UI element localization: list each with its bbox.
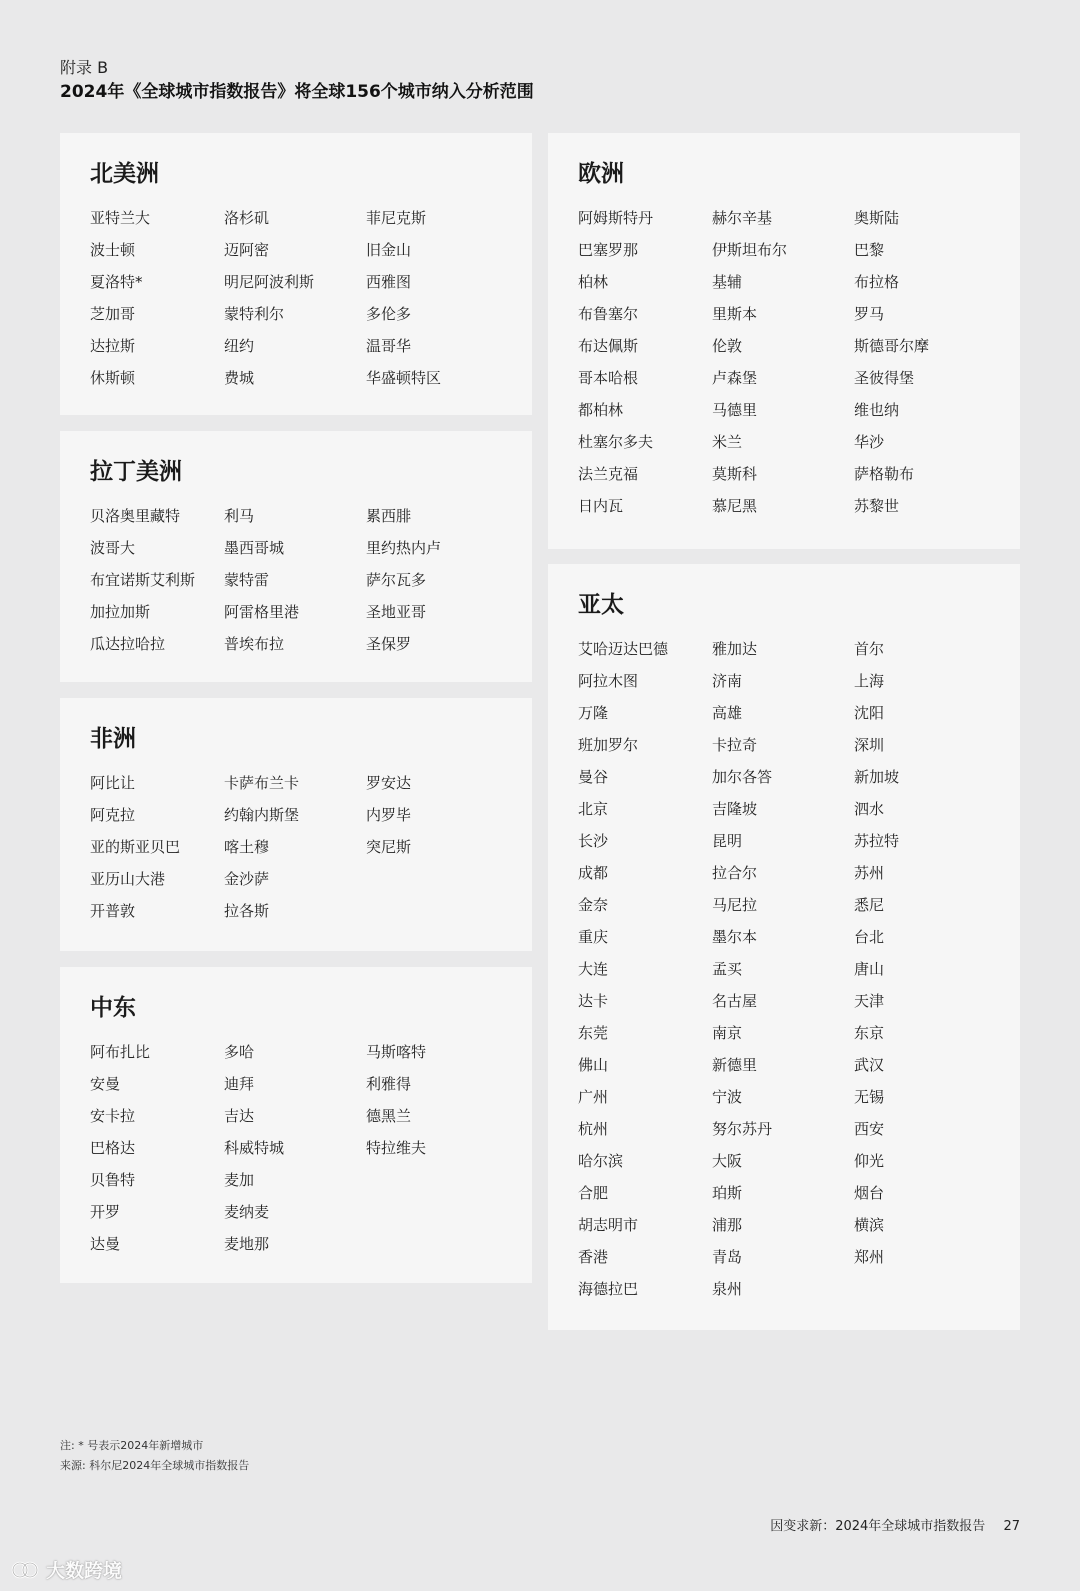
city-name: 昆明 [712, 832, 743, 850]
watermark [10, 1556, 122, 1583]
city-name: 萨格勒布 [854, 465, 915, 483]
city-name: 墨西哥城 [224, 539, 285, 557]
city-name: 吉达 [224, 1107, 255, 1125]
city-name: 达曼 [90, 1235, 121, 1253]
city-name: 名古屋 [712, 992, 758, 1010]
city-name: 哈尔滨 [578, 1152, 624, 1170]
city-name: 阿姆斯特丹 [578, 209, 654, 227]
city-name: 瓜达拉哈拉 [90, 635, 166, 653]
city-name: 伦敦 [712, 337, 743, 355]
city-name: 布达佩斯 [578, 337, 639, 355]
city-name: 卡拉奇 [712, 736, 758, 754]
city-name: 苏黎世 [854, 497, 900, 515]
city-name: 基辅 [712, 273, 743, 291]
city-name: 亚历山大港 [90, 870, 166, 888]
city-name: 罗安达 [366, 774, 412, 792]
region-panel-asia-pacific [548, 564, 1020, 1330]
city-name: 都柏林 [578, 401, 624, 419]
city-name: 横滨 [854, 1216, 885, 1234]
watermark-logo-icon [10, 1559, 40, 1581]
city-name: 海德拉巴 [578, 1280, 639, 1298]
city-name: 大阪 [712, 1152, 743, 1170]
city-name: 休斯顿 [90, 369, 136, 387]
city-name: 深圳 [854, 736, 885, 754]
city-name: 巴塞罗那 [578, 241, 639, 259]
city-name: 蒙特雷 [224, 571, 270, 589]
city-name: 哥本哈根 [578, 369, 639, 387]
city-name: 圣地亚哥 [366, 603, 427, 621]
city-list [578, 638, 990, 1310]
city-name: 麦地那 [224, 1235, 270, 1253]
city-name: 华盛顿特区 [366, 369, 442, 387]
city-name: 费城 [224, 369, 255, 387]
city-name: 里斯本 [712, 305, 758, 323]
city-name: 首尔 [854, 640, 885, 658]
city-name: 拉各斯 [224, 902, 270, 920]
city-name: 香港 [578, 1248, 609, 1266]
city-name: 加尔各答 [712, 768, 773, 786]
city-list [90, 505, 502, 665]
city-name: 布拉格 [854, 273, 900, 291]
region-panel-africa [60, 698, 532, 951]
city-name: 长沙 [578, 832, 609, 850]
city-name: 夏洛特* [90, 273, 143, 291]
footnote-source: 来源: 科尔尼2024年全球城市指数报告 [60, 1459, 250, 1472]
city-name: 曼谷 [578, 768, 609, 786]
city-name: 南京 [712, 1024, 743, 1042]
city-name: 卢森堡 [712, 369, 758, 387]
city-name: 法兰克福 [578, 465, 639, 483]
city-name: 罗马 [854, 305, 885, 323]
city-name: 合肥 [578, 1184, 609, 1202]
page-number: 27 [1003, 1519, 1020, 1534]
city-name: 西雅图 [366, 273, 412, 291]
city-name: 万隆 [578, 704, 609, 722]
city-name: 台北 [854, 928, 885, 946]
city-name: 蒙特利尔 [224, 305, 285, 323]
city-name: 斯德哥尔摩 [854, 337, 930, 355]
empty-cell [366, 868, 516, 900]
city-name: 菲尼克斯 [366, 209, 427, 227]
empty-cell [854, 1278, 1004, 1310]
empty-cell [366, 1201, 516, 1233]
footnote-new-city: 注: * 号表示2024年新增城市 [60, 1439, 204, 1452]
city-name: 波哥大 [90, 539, 136, 557]
watermark-text: 大数跨境 [46, 1560, 123, 1582]
empty-cell [366, 1169, 516, 1201]
city-name: 安卡拉 [90, 1107, 136, 1125]
region-panel-europe [548, 133, 1020, 549]
city-name: 胡志明市 [578, 1216, 639, 1234]
city-name: 多哈 [224, 1043, 255, 1061]
empty-cell [366, 900, 516, 932]
city-name: 新加坡 [854, 768, 900, 786]
city-name: 苏州 [854, 864, 885, 882]
city-name: 郑州 [854, 1248, 885, 1266]
city-name: 泗水 [854, 800, 885, 818]
city-name: 开普敦 [90, 902, 136, 920]
city-name: 拉合尔 [712, 864, 758, 882]
city-name: 高雄 [712, 704, 743, 722]
city-name: 北京 [578, 800, 609, 818]
region-title: 亚太 [578, 592, 624, 618]
appendix-label: 附录 B [60, 58, 109, 77]
city-name: 科威特城 [224, 1139, 285, 1157]
city-name: 慕尼黑 [712, 497, 758, 515]
city-name: 吉隆坡 [712, 800, 758, 818]
city-name: 孟买 [712, 960, 743, 978]
city-name: 圣保罗 [366, 635, 412, 653]
city-name: 努尔苏丹 [712, 1120, 773, 1138]
city-list [90, 1041, 502, 1265]
city-name: 阿比让 [90, 774, 136, 792]
city-name: 贝鲁特 [90, 1171, 136, 1189]
city-name: 仰光 [854, 1152, 885, 1170]
city-name: 华沙 [854, 433, 885, 451]
region-title: 中东 [90, 995, 136, 1021]
city-name: 麦纳麦 [224, 1203, 270, 1221]
city-name: 柏林 [578, 273, 609, 291]
city-name: 巴黎 [854, 241, 885, 259]
city-name: 无锡 [854, 1088, 885, 1106]
city-name: 亚的斯亚贝巴 [90, 838, 181, 856]
empty-cell [366, 1233, 516, 1265]
city-name: 多伦多 [366, 305, 412, 323]
city-name: 约翰内斯堡 [224, 806, 300, 824]
city-name: 珀斯 [712, 1184, 743, 1202]
city-name: 内罗毕 [366, 806, 412, 824]
city-name: 济南 [712, 672, 743, 690]
city-name: 布鲁塞尔 [578, 305, 639, 323]
city-name: 麦加 [224, 1171, 255, 1189]
city-name: 唐山 [854, 960, 885, 978]
city-name: 马德里 [712, 401, 758, 419]
city-name: 阿克拉 [90, 806, 136, 824]
city-name: 青岛 [712, 1248, 743, 1266]
footnotes [60, 1436, 249, 1476]
city-name: 苏拉特 [854, 832, 900, 850]
city-name: 杜塞尔多夫 [578, 433, 654, 451]
region-panel-middle-east [60, 967, 532, 1283]
city-list [90, 772, 502, 932]
city-name: 米兰 [712, 433, 743, 451]
page-header [60, 56, 534, 104]
city-name: 贝洛奥里藏特 [90, 507, 181, 525]
city-name: 雅加达 [712, 640, 758, 658]
city-name: 布宜诺斯艾利斯 [90, 571, 196, 589]
region-title: 非洲 [90, 726, 136, 752]
page-footer [770, 1515, 1020, 1534]
city-name: 金奈 [578, 896, 609, 914]
city-name: 里约热内卢 [366, 539, 442, 557]
city-name: 开罗 [90, 1203, 121, 1221]
city-name: 奥斯陆 [854, 209, 900, 227]
report-name: 因变求新：2024年全球城市指数报告 [770, 1519, 986, 1534]
city-name: 伊斯坦布尔 [712, 241, 788, 259]
city-name: 维也纳 [854, 401, 900, 419]
city-name: 普埃布拉 [224, 635, 285, 653]
city-name: 大连 [578, 960, 609, 978]
city-name: 迪拜 [224, 1075, 255, 1093]
city-list [90, 207, 502, 399]
city-name: 达卡 [578, 992, 609, 1010]
city-name: 马斯喀特 [366, 1043, 427, 1061]
city-name: 巴格达 [90, 1139, 136, 1157]
city-name: 利雅得 [366, 1075, 412, 1093]
city-name: 艾哈迈达巴德 [578, 640, 669, 658]
region-title: 欧洲 [578, 161, 624, 187]
region-panel-north-america [60, 133, 532, 415]
city-name: 达拉斯 [90, 337, 136, 355]
city-name: 重庆 [578, 928, 609, 946]
city-name: 马尼拉 [712, 896, 758, 914]
city-name: 加拉加斯 [90, 603, 151, 621]
city-name: 金沙萨 [224, 870, 270, 888]
city-name: 莫斯科 [712, 465, 758, 483]
city-name: 泉州 [712, 1280, 743, 1298]
city-name: 安曼 [90, 1075, 121, 1093]
city-name: 杭州 [578, 1120, 609, 1138]
city-name: 沈阳 [854, 704, 885, 722]
city-name: 萨尔瓦多 [366, 571, 427, 589]
city-name: 浦那 [712, 1216, 743, 1234]
city-name: 洛杉矶 [224, 209, 270, 227]
city-name: 利马 [224, 507, 255, 525]
page-title: 2024年《全球城市指数报告》将全球156个城市纳入分析范围 [60, 82, 534, 102]
region-title: 北美洲 [90, 161, 159, 187]
city-name: 西安 [854, 1120, 885, 1138]
city-name: 佛山 [578, 1056, 609, 1074]
city-name: 芝加哥 [90, 305, 136, 323]
city-name: 波士顿 [90, 241, 136, 259]
city-name: 累西腓 [366, 507, 412, 525]
city-name: 迈阿密 [224, 241, 270, 259]
city-name: 新德里 [712, 1056, 758, 1074]
city-name: 上海 [854, 672, 885, 690]
city-name: 喀土穆 [224, 838, 270, 856]
city-name: 广州 [578, 1088, 609, 1106]
city-name: 阿拉木图 [578, 672, 639, 690]
region-panel-latin-america [60, 431, 532, 682]
city-name: 阿布扎比 [90, 1043, 151, 1061]
city-name: 日内瓦 [578, 497, 624, 515]
city-name: 纽约 [224, 337, 255, 355]
city-name: 特拉维夫 [366, 1139, 427, 1157]
city-name: 明尼阿波利斯 [224, 273, 315, 291]
city-name: 阿雷格里港 [224, 603, 300, 621]
city-name: 东莞 [578, 1024, 609, 1042]
city-name: 武汉 [854, 1056, 885, 1074]
city-name: 墨尔本 [712, 928, 758, 946]
city-name: 宁波 [712, 1088, 743, 1106]
city-name: 亚特兰大 [90, 209, 151, 227]
city-name: 赫尔辛基 [712, 209, 773, 227]
city-name: 温哥华 [366, 337, 412, 355]
city-name: 班加罗尔 [578, 736, 639, 754]
city-name: 德黑兰 [366, 1107, 412, 1125]
city-list [578, 207, 990, 527]
city-name: 天津 [854, 992, 885, 1010]
city-name: 圣彼得堡 [854, 369, 915, 387]
city-name: 旧金山 [366, 241, 412, 259]
city-name: 突尼斯 [366, 838, 412, 856]
city-name: 烟台 [854, 1184, 885, 1202]
city-name: 成都 [578, 864, 609, 882]
region-title: 拉丁美洲 [90, 459, 182, 485]
city-name: 卡萨布兰卡 [224, 774, 300, 792]
city-name: 东京 [854, 1024, 885, 1042]
city-name: 悉尼 [854, 896, 885, 914]
